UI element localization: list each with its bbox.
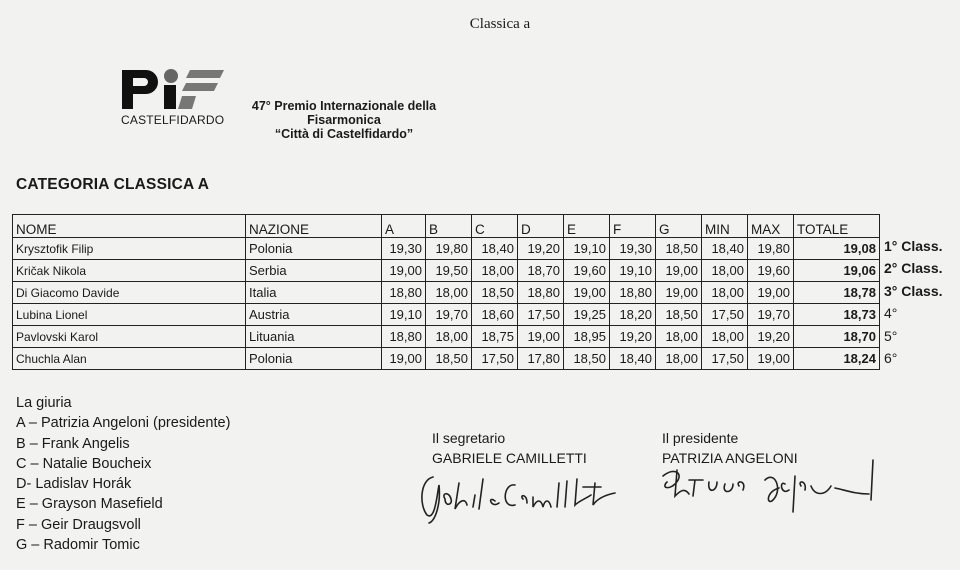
cell-score-f: 19,20 — [610, 326, 656, 348]
rank-column — [884, 236, 943, 370]
cell-name: Lubina Lionel — [13, 304, 246, 326]
col-header-f: F — [610, 215, 656, 238]
cell-score-g: 18,50 — [656, 304, 702, 326]
secretary-signature-icon — [415, 465, 635, 525]
cell-total: 18,73 — [794, 304, 880, 326]
cell-score-b: 19,50 — [426, 260, 472, 282]
cell-score-min: 18,00 — [702, 260, 748, 282]
cell-score-g: 19,00 — [656, 282, 702, 304]
secretary-role: Il segretario — [432, 430, 506, 446]
cell-total: 18,24 — [794, 348, 880, 370]
col-header-e: E — [564, 215, 610, 238]
cell-score-d: 18,80 — [518, 282, 564, 304]
cell-name: Di Giacomo Davide — [13, 282, 246, 304]
rank-label: 4° — [884, 305, 898, 322]
cell-nation: Italia — [246, 282, 382, 304]
cell-score-g: 18,00 — [656, 326, 702, 348]
cell-score-c: 18,40 — [472, 238, 518, 260]
jury-member: F – Geir Draugsvoll — [16, 516, 141, 533]
rank-label: 1° Class. — [884, 238, 943, 254]
rank-label: 5° — [884, 327, 898, 344]
cell-score-d: 18,70 — [518, 260, 564, 282]
cell-score-e: 18,95 — [564, 326, 610, 348]
cell-score-b: 19,70 — [426, 304, 472, 326]
cell-name: Kričak Nikola — [13, 260, 246, 282]
president-signature-icon — [655, 450, 885, 525]
rank-label: 3° Class. — [884, 282, 943, 299]
cell-score-d: 19,20 — [518, 238, 564, 260]
cell-score-c: 17,50 — [472, 348, 518, 370]
table-row — [13, 348, 880, 370]
table-row — [13, 326, 880, 348]
cell-name: Pavlovski Karol — [13, 326, 246, 348]
col-header-totale: TOTALE — [794, 215, 880, 238]
col-header-c: C — [472, 215, 518, 238]
table-row — [13, 304, 880, 326]
cell-score-d: 17,80 — [518, 348, 564, 370]
logo-text: CASTELFIDARDO — [121, 113, 225, 127]
cell-name: Krysztofik Filip — [13, 238, 246, 260]
event-title — [228, 99, 460, 141]
cell-score-g: 18,00 — [656, 348, 702, 370]
jury-title: La giuria — [16, 395, 72, 411]
jury-member: D- Ladislav Horák — [16, 476, 132, 493]
table-row — [13, 238, 880, 260]
col-header-nazione: NAZIONE — [246, 215, 382, 238]
cell-score-c: 18,60 — [472, 304, 518, 326]
cell-score-f: 18,80 — [610, 282, 656, 304]
cell-score-f: 18,40 — [610, 348, 656, 370]
page-header: Classica a — [469, 16, 531, 32]
cell-score-min: 18,00 — [702, 326, 748, 348]
table-row — [13, 260, 880, 282]
cell-score-a: 19,00 — [382, 260, 426, 282]
secretary-name: GABRIELE CAMILLETTI — [432, 450, 587, 466]
cell-score-c: 18,00 — [472, 260, 518, 282]
cell-score-f: 19,30 — [610, 238, 656, 260]
cell-score-a: 18,80 — [382, 326, 426, 348]
cell-score-f: 19,10 — [610, 260, 656, 282]
cell-score-min: 18,40 — [702, 238, 748, 260]
cell-score-e: 19,00 — [564, 282, 610, 304]
pif-logo-icon — [120, 68, 235, 113]
cell-score-min: 18,00 — [702, 282, 748, 304]
rank-label: 6° — [884, 349, 898, 366]
cell-score-a: 18,80 — [382, 282, 426, 304]
cell-score-b: 19,80 — [426, 238, 472, 260]
col-header-d: D — [518, 215, 564, 238]
cell-total: 19,06 — [794, 260, 880, 282]
cell-score-max: 19,00 — [748, 282, 794, 304]
event-title-line-3: “Città di Castelfidardo” — [274, 127, 414, 141]
jury-member: G – Radomir Tomic — [16, 537, 140, 554]
cell-score-c: 18,75 — [472, 326, 518, 348]
results-table — [12, 214, 880, 370]
cell-nation: Polonia — [246, 238, 382, 260]
president-name: PATRIZIA ANGELONI — [662, 450, 798, 466]
table-header-row — [13, 215, 880, 238]
cell-score-min: 17,50 — [702, 348, 748, 370]
cell-nation: Polonia — [246, 348, 382, 370]
table-row — [13, 282, 880, 304]
col-header-b: B — [426, 215, 472, 238]
secretary-block — [432, 428, 587, 468]
col-header-a: A — [382, 215, 426, 238]
cell-score-d: 17,50 — [518, 304, 564, 326]
cell-score-b: 18,50 — [426, 348, 472, 370]
col-header-nome: NOME — [13, 215, 246, 238]
cell-score-c: 18,50 — [472, 282, 518, 304]
jury-member: B – Frank Angelis — [16, 435, 130, 452]
col-header-g: G — [656, 215, 702, 238]
cell-score-max: 19,00 — [748, 348, 794, 370]
cell-score-a: 19,00 — [382, 348, 426, 370]
cell-score-e: 19,25 — [564, 304, 610, 326]
cell-score-max: 19,70 — [748, 304, 794, 326]
jury-member: A – Patrizia Angeloni (presidente) — [16, 415, 231, 432]
cell-total: 18,78 — [794, 282, 880, 304]
cell-score-d: 19,00 — [518, 326, 564, 348]
category-title: CATEGORIA CLASSICA A — [16, 176, 210, 193]
cell-score-min: 17,50 — [702, 304, 748, 326]
event-title-line-2: Fisarmonica — [307, 113, 381, 127]
results-body — [13, 238, 880, 370]
cell-score-f: 18,20 — [610, 304, 656, 326]
cell-total: 19,08 — [794, 238, 880, 260]
cell-nation: Lituania — [246, 326, 382, 348]
cell-score-max: 19,60 — [748, 260, 794, 282]
cell-score-e: 19,60 — [564, 260, 610, 282]
jury-member: C – Natalie Boucheix — [16, 455, 152, 472]
event-title-line-1: 47° Premio Internazionale della — [251, 99, 437, 113]
jury-member: E – Grayson Masefield — [16, 496, 163, 513]
cell-score-g: 19,00 — [656, 260, 702, 282]
president-role: Il presidente — [662, 430, 739, 446]
cell-score-a: 19,30 — [382, 238, 426, 260]
cell-score-b: 18,00 — [426, 326, 472, 348]
cell-total: 18,70 — [794, 326, 880, 348]
cell-score-e: 19,10 — [564, 238, 610, 260]
cell-nation: Serbia — [246, 260, 382, 282]
cell-score-g: 18,50 — [656, 238, 702, 260]
cell-score-e: 18,50 — [564, 348, 610, 370]
cell-name: Chuchla Alan — [13, 348, 246, 370]
col-header-max: MAX — [748, 215, 794, 238]
rank-label: 2° Class. — [884, 260, 943, 277]
col-header-min: MIN — [702, 215, 748, 238]
jury-list — [16, 393, 230, 555]
cell-score-b: 18,00 — [426, 282, 472, 304]
cell-score-max: 19,20 — [748, 326, 794, 348]
cell-score-max: 19,80 — [748, 238, 794, 260]
cell-score-a: 19,10 — [382, 304, 426, 326]
cell-nation: Austria — [246, 304, 382, 326]
